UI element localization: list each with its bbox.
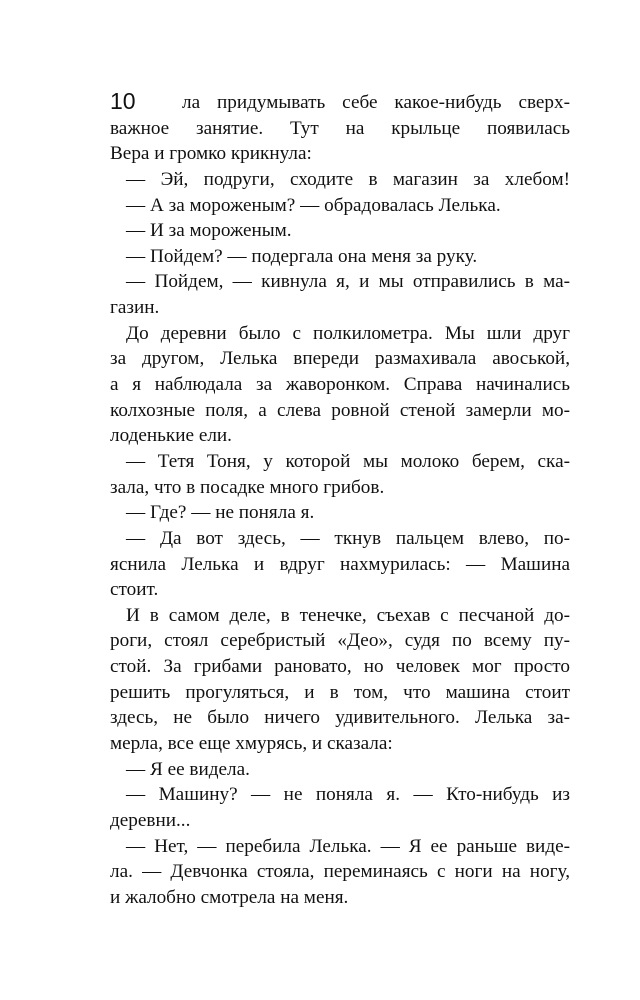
text-line: лоденькие ели.	[110, 425, 232, 447]
page-number: 10	[110, 88, 136, 114]
text-line: — Где? — не поняла я.	[126, 502, 315, 524]
text-line: — Я ее видела.	[126, 758, 250, 780]
text-line: — Пойдем? — подергала она меня за руку.	[126, 245, 478, 267]
text-line: — Нет, — перебила Лелька. — Я ее раньше виде-	[126, 835, 570, 857]
text-line: зала, что в посадке много грибов.	[110, 476, 385, 498]
text-line: — Тетя Тоня, у которой мы молоко берем, ска-	[126, 450, 570, 472]
text-line: стоит.	[110, 579, 159, 601]
text-line: До деревни было с полкилометра. Мы шли друг	[126, 322, 570, 344]
text-line: газин.	[110, 297, 160, 319]
text-line: — Пойдем, — кивнула я, и мы отправились в ма-	[126, 271, 570, 293]
text-line: мерла, все еще хмурясь, и сказала:	[110, 733, 393, 755]
text-line: — А за мороженым? — обрадовалась Лелька.	[126, 194, 501, 216]
text-line: — И за мороженым.	[126, 220, 292, 242]
text-line: яснила Лелька и вдруг нахмурилась: — Машина	[110, 553, 570, 575]
text-line: И в самом деле, в тенечке, съехав с песчаной до-	[126, 604, 570, 626]
text-line: стой. За грибами рановато, но человек мог просто	[110, 656, 570, 678]
text-line: — Да вот здесь, — ткнув пальцем влево, по-	[126, 527, 570, 549]
text-line: ла. — Девчонка стояла, переминаясь с ноги на ногу,	[110, 861, 570, 883]
text-line: — Эй, подруги, сходите в магазин за хлебом!	[126, 168, 570, 190]
text-line: здесь, не было ничего удивительного. Лелька за-	[110, 707, 570, 729]
text-line: и жалобно смотрела на меня.	[110, 886, 349, 908]
text-line: колхозные поля, а слева ровной стеной замерли мо-	[110, 399, 570, 421]
text-line: важное занятие. Тут на крыльце появилась	[110, 117, 570, 139]
text-line: решить прогуляться, и в том, что машина стоит	[110, 681, 570, 703]
body-text	[110, 90, 570, 911]
text-line: Вера и громко крикнула:	[110, 143, 312, 165]
text-line: деревни...	[110, 809, 191, 831]
text-line: — Машину? — не поняла я. — Кто-нибудь из	[126, 784, 570, 806]
text-line: ла придумывать себе какое-нибудь сверх-	[182, 92, 570, 113]
text-line: а я наблюдала за жаворонком. Справа начинались	[110, 374, 570, 396]
text-line: за другом, Лелька впереди размахивала авоськой,	[110, 348, 570, 370]
text-line: роги, стоял серебристый «Део», судя по всему пу-	[110, 630, 570, 652]
